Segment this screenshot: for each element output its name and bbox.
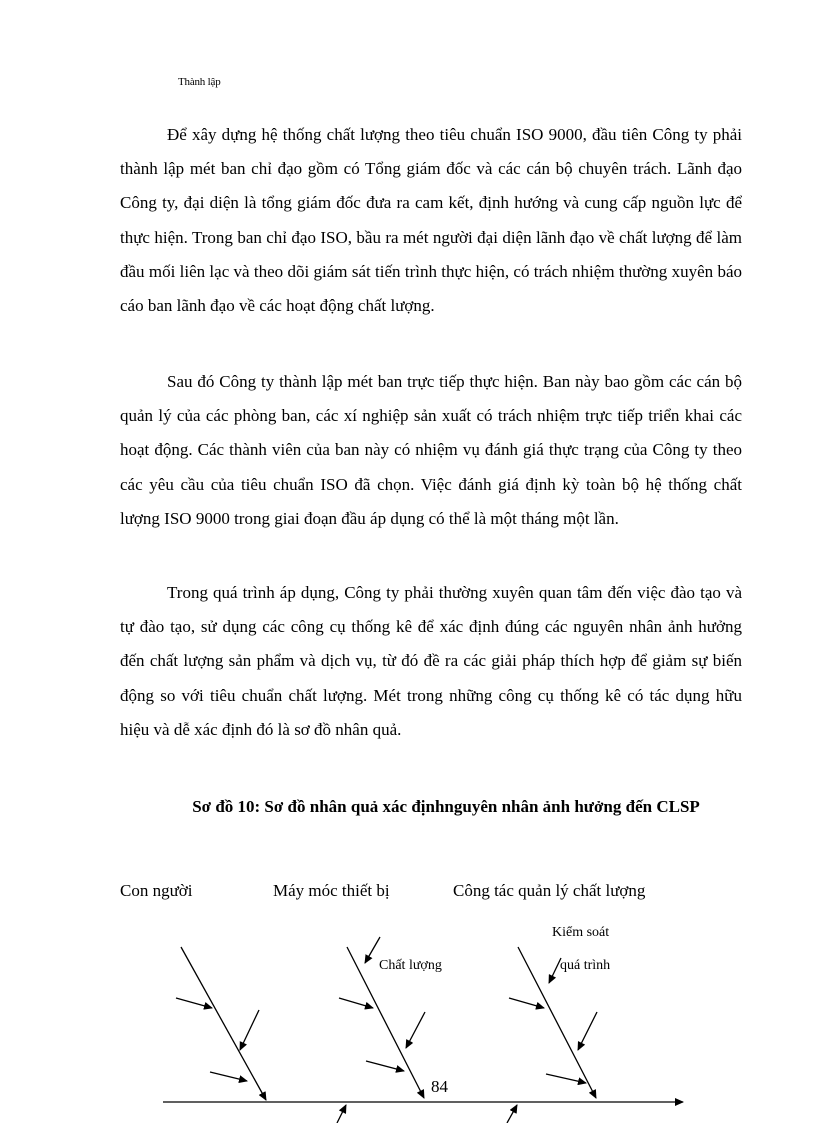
- page-number: 84: [431, 1077, 448, 1096]
- rib-machines-1: [365, 937, 380, 963]
- rib-management-2: [509, 998, 544, 1008]
- rib-management-4: [546, 1074, 586, 1083]
- lower-bone-1: [337, 1105, 346, 1123]
- branch-label-control: Kiểm soát: [552, 925, 610, 940]
- paragraph-2: Sau đó Công ty thành lập mét ban trực tiếp thực hiện. Ban này bao gồm các cán bộ quản lý của các phòng ban, các xí nghiệp sản xuất có trách nhiệm trực tiếp triển khai các hoạt động. Các thành viên của ban này có nhiệm vụ đánh giá thực trạng của Công ty theo các yêu cầu của tiêu chuẩn ISO đã chọn. Việc đánh giá định kỳ toàn bộ hệ thống chất lượng ISO 9000 trong giai đoạn đầu áp dụng có thể là một tháng một lần.: [120, 372, 742, 528]
- category-management: Công tác quản lý chất lượng: [453, 881, 646, 900]
- rib-machines-4: [366, 1061, 404, 1071]
- rib-machines-2: [339, 998, 373, 1008]
- rib-people-3: [210, 1072, 247, 1081]
- rib-people-2: [240, 1010, 259, 1050]
- paragraph-1: Để xây dựng hệ thống chất lượng theo tiêu chuẩn ISO 9000, đầu tiên Công ty phải thành lập mét ban chỉ đạo gồm có Tổng giám đốc và các cán bộ chuyên trách. Lãnh đạo Công ty, đại diện là tổng giám đốc đưa ra cam kết, định hướng và cung cấp nguồn lực để thực hiện. Trong ban chỉ đạo ISO, bầu ra mét người đại diện lãnh đạo về chất lượng để làm đầu mối liên lạc và theo dõi giám sát tiến trình thực hiện, có trách nhiệm thường xuyên báo cáo ban lãnh đạo về các hoạt động chất lượng.: [120, 125, 742, 316]
- header-note: Thành lập: [178, 76, 221, 88]
- rib-people-1: [176, 998, 212, 1008]
- branch-label-process: quá trình: [560, 958, 611, 973]
- paragraph-3: Trong quá trình áp dụng, Công ty phải thường xuyên quan tâm đến việc đào tạo và tự đào tạo, sử dụng các công cụ thống kê để xác định đúng các nguyên nhân ảnh hưởng đến chất lượng sản phẩm và dịch vụ, từ đó đề ra các giải pháp thích hợp để giảm sự biến động so với tiêu chuẩn chất lượng. Mét trong những công cụ thống kê có tác dụng hữu hiệu và dễ xác định đó là sơ đồ nhân quả.: [120, 583, 742, 739]
- category-people: Con người: [120, 881, 193, 900]
- diagram-caption: Sơ đồ 10: Sơ đồ nhân quả xác địnhnguyên nhân ảnh hưởng đến CLSP: [192, 797, 700, 816]
- branch-label-quality: Chất lượng: [379, 958, 442, 973]
- category-machines: Máy móc thiết bị: [273, 881, 390, 900]
- lower-bone-2: [507, 1105, 517, 1123]
- rib-management-3: [578, 1012, 597, 1050]
- rib-machines-3: [406, 1012, 425, 1048]
